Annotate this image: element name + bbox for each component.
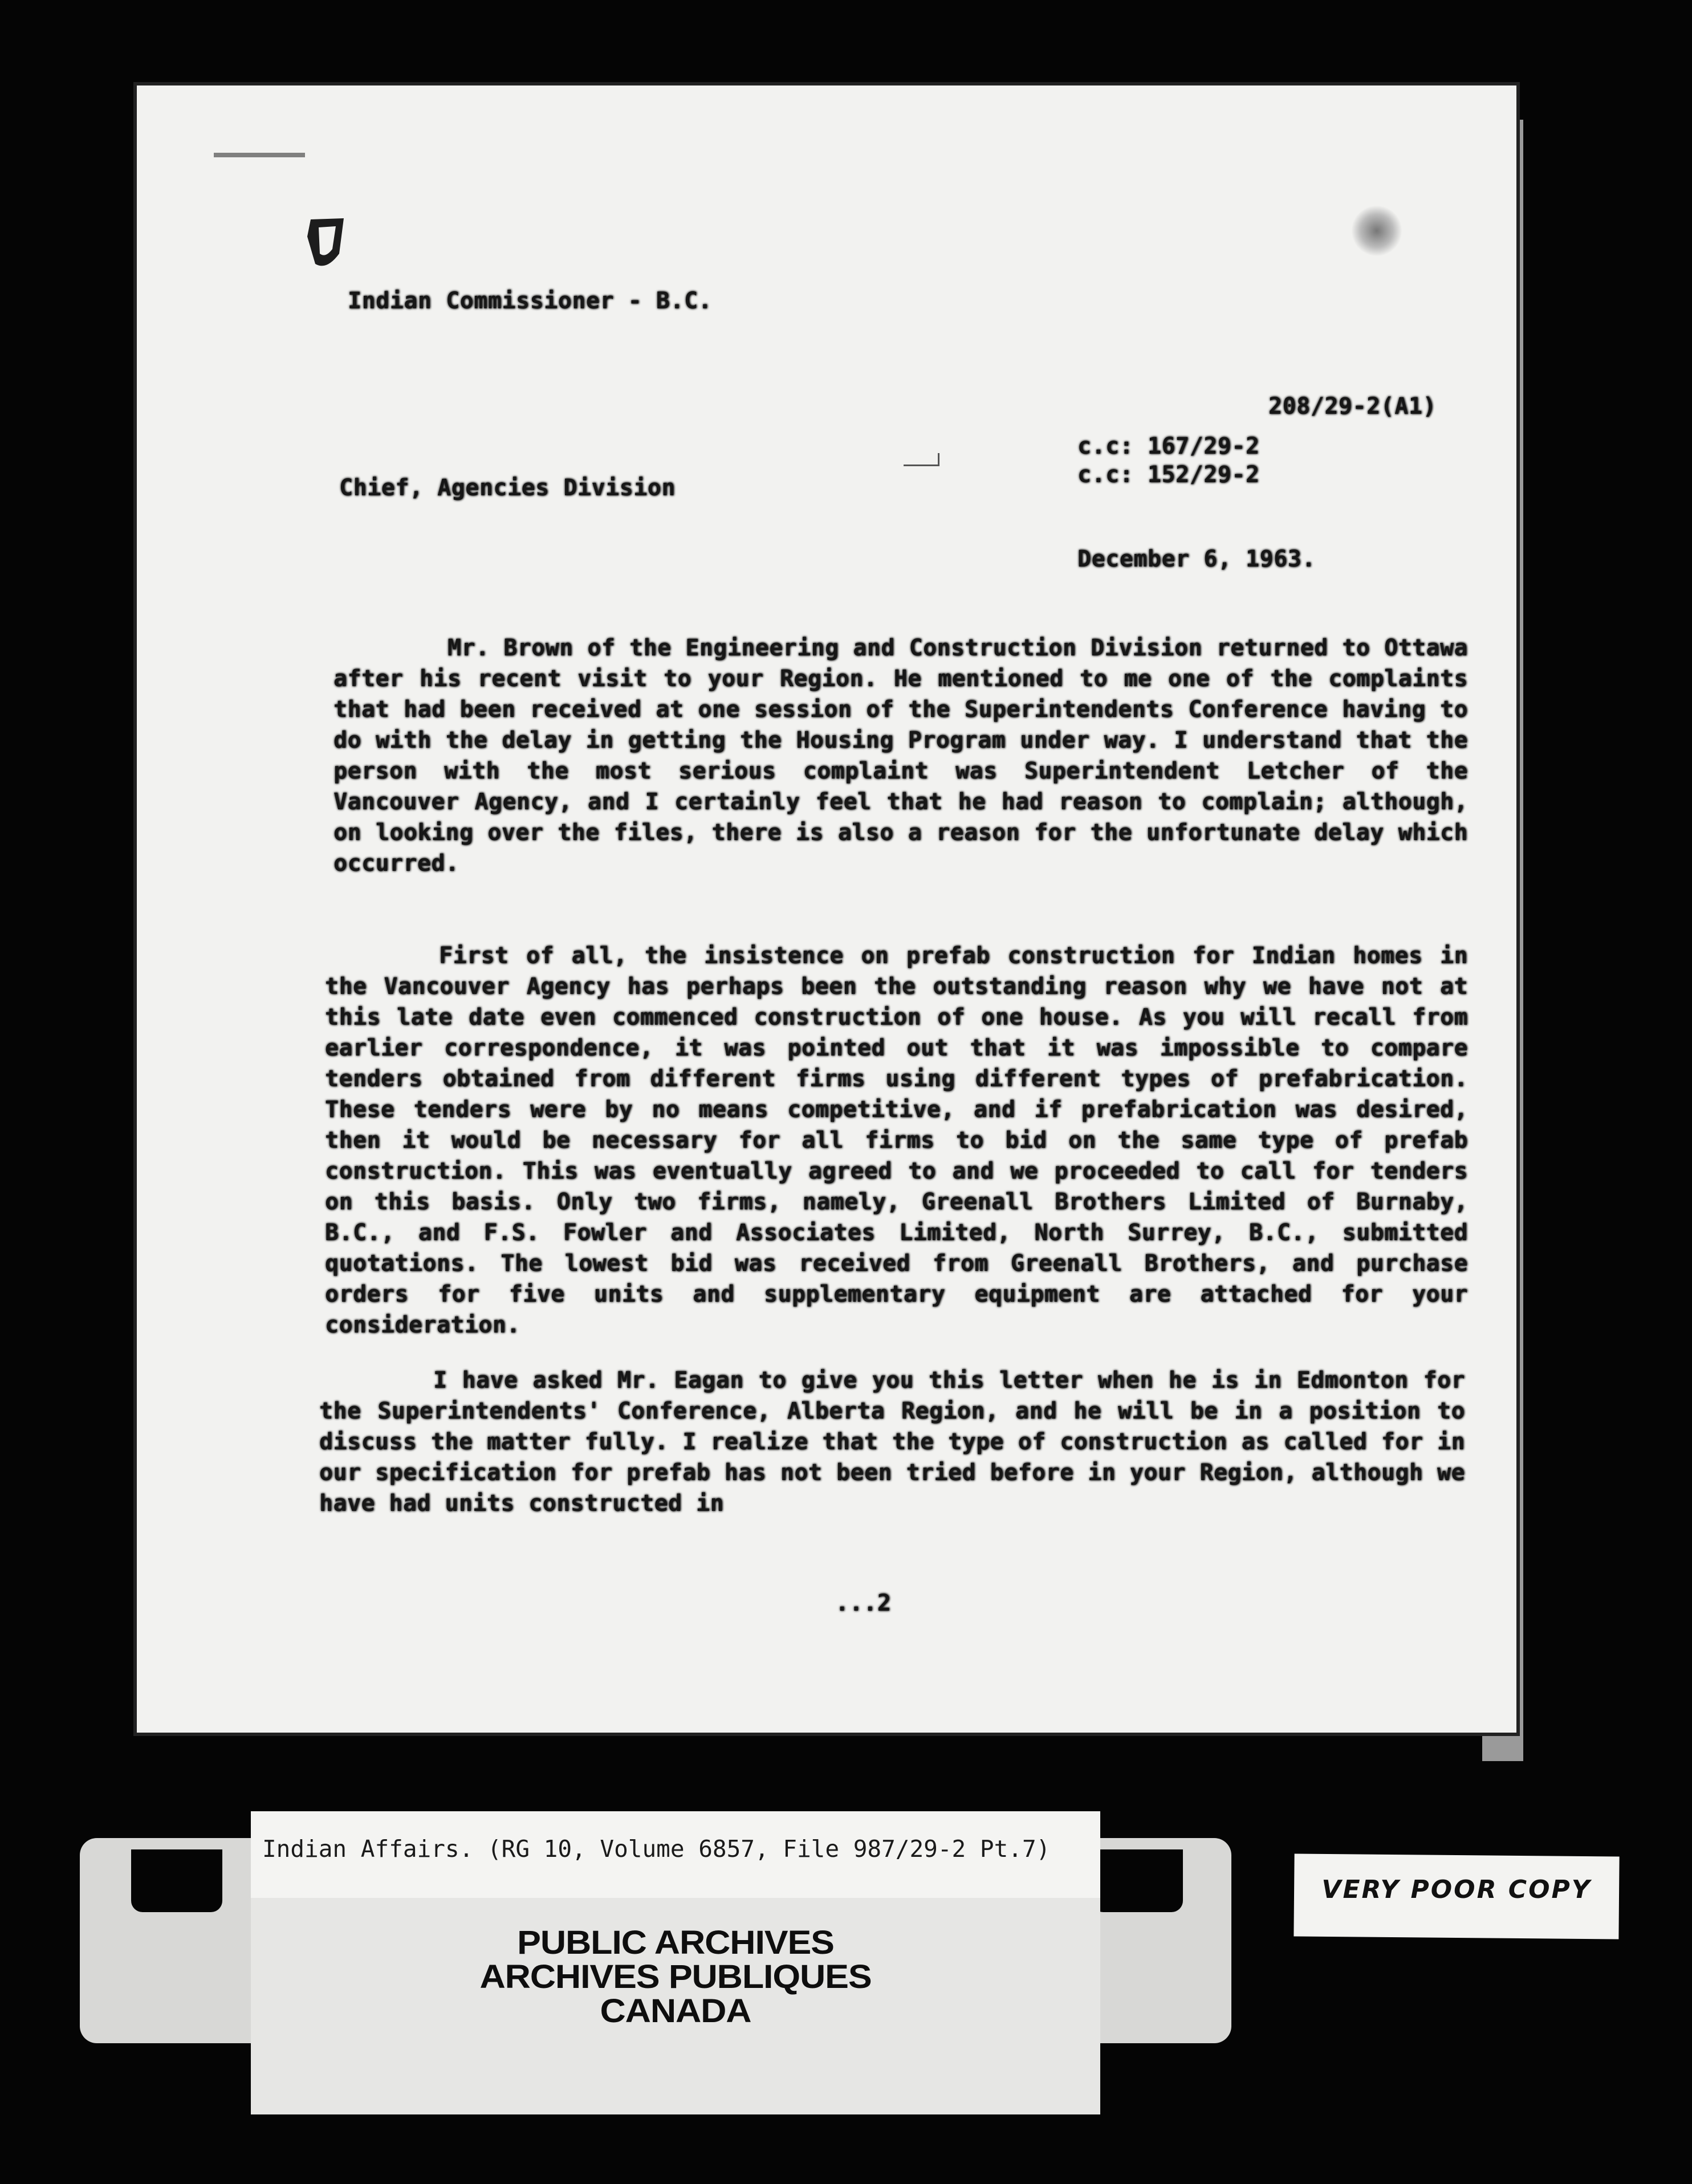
smudge bbox=[1351, 205, 1402, 256]
recipient-line: Chief, Agencies Division bbox=[339, 475, 676, 501]
crest-stamp-icon bbox=[299, 214, 356, 274]
scan-mark bbox=[214, 153, 305, 157]
archive-reference: Indian Affairs. (RG 10, Volume 6857, File 987/29-2 Pt.7) bbox=[262, 1835, 1051, 1863]
archive-line-1: PUBLIC ARCHIVES bbox=[517, 1924, 834, 1961]
header-title: Indian Commissioner - B.C. bbox=[348, 288, 713, 314]
letter-page bbox=[137, 85, 1516, 1733]
archive-line-3: CANADA bbox=[600, 1993, 751, 2030]
card-notch-left bbox=[131, 1849, 222, 1912]
paragraph-1: Mr. Brown of the Engineering and Construction Division returned to Ottawa after his recent visit to your Region. He mentioned to me one of the complaints that had been received at one session of the Superintendents Conference having to do with the delay in getting the Housing Program under way. I understand that the person with the most serious complaint was Superintendent Letcher of the Vancouver Agency, and I certainly feel that he had reason to complain; although, on looking over the files, there is also a reason for the unfortunate delay which occurred. bbox=[333, 635, 1468, 877]
cc-line-1: c.c: 167/29-2 bbox=[1077, 433, 1260, 459]
cc-line-2: c.c: 152/29-2 bbox=[1077, 462, 1260, 488]
paragraph-2: First of all, the insistence on prefab construction for Indian homes in the Vancouver Agency has perhaps been the outstanding reason why we have not at this late date even commenced construction of one house. As you will recall from earlier correspondence, it was pointed out that it was impossible to compare tenders obtained from different firms using different types of prefabrication. These tenders were by no means competitive, and if prefabrication was desired, then it would be necessary for all firms to bid on the same type of prefab construction. This was eventually agreed to and we proceeded to call for tenders on this basis. Only two firms, namely, Greenall Brothers Limited of Burnaby, B.C., and F.S. Fowler and Associates Limited, North Surrey, B.C., submitted quotations. The lowest bid was received from Greenall Brothers, and purchase orders for five units and supplementary equipment are attached for your consideration. bbox=[325, 943, 1468, 1338]
letter-date: December 6, 1963. bbox=[1077, 546, 1316, 572]
copy-quality-note: VERY POOR COPY bbox=[1321, 1875, 1592, 1904]
page-continuation: ...2 bbox=[835, 1590, 892, 1616]
file-number: 208/29-2(A1) bbox=[1268, 393, 1437, 419]
tick-mark bbox=[904, 453, 939, 466]
archive-line-2: ARCHIVES PUBLIQUES bbox=[479, 1958, 872, 1995]
card-notch-right bbox=[1092, 1849, 1183, 1912]
paragraph-3: I have asked Mr. Eagan to give you this letter when he is in Edmonton for the Superintendents' Conference, Alberta Region, and he will be in a position to discuss the matter fully. I realize that the type of construction as called for in our specification for prefab has not been tried before in your Region, although we have had units constructed in bbox=[319, 1367, 1465, 1517]
